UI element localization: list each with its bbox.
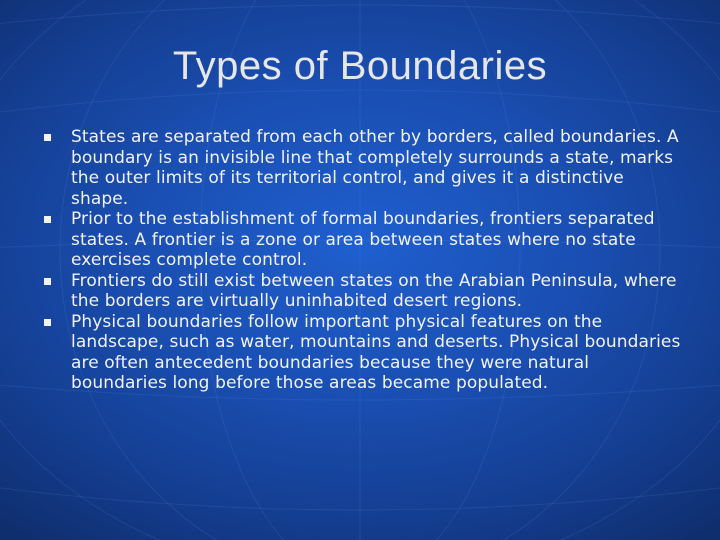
square-bullet-icon [44,278,51,285]
square-bullet-icon [44,216,51,223]
slide-title: Types of Boundaries [172,44,548,88]
bullet-list [44,127,684,394]
bullet-text: Prior to the establishment of formal boundaries, frontiers separated states. A frontier is a zone or area between states where no state exercises complete control. [71,209,655,270]
square-bullet-icon [44,134,51,141]
bullet-text: Physical boundaries follow important physical features on the landscape, such as water, mountains and deserts. Physical boundaries are often antecedent boundaries because they were natural boundaries long before those areas became populated. [71,311,681,393]
bullet-text: States are separated from each other by borders, called boundaries. A boundary is an invisible line that completely surrounds a state, marks the outer limits of its territorial control, and gives it a distinctive shape. [71,127,679,209]
square-bullet-icon [44,319,51,326]
bullet-text: Frontiers do still exist between states on the Arabian Peninsula, where the borders are virtually uninhabited desert regions. [71,270,677,311]
bullet-item [44,209,684,271]
bullet-item [44,312,684,394]
bullet-item [44,127,684,209]
bullet-item [44,271,684,312]
